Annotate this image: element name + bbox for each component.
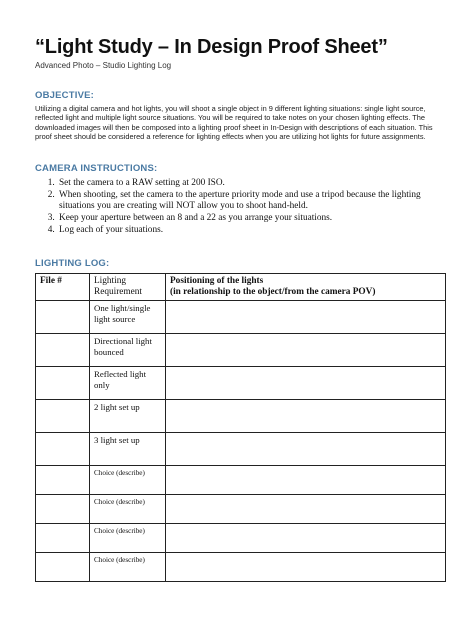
objective-text: Utilizing a digital camera and hot lights, you will shoot a single object in 9 different lighting situations: single light source, reflected light and multiple light source situations. You will be required to take notes on your chosen lighting effects. The downloaded images will then be composed into a lighting proof sheet in In-Design with descriptions of each situation. This proof sheet should be considered a reference for lighting effects when you are utilizing hot lights for future assignments.: [35, 104, 433, 141]
camera-instructions-list: [35, 178, 445, 236]
column-header-positioning: [166, 274, 446, 301]
camera-step: 2. When shooting, set the camera to the aperture priority mode and use a tripod because the lighting situations you are creating will NOT allow you to shoot hand-held.: [57, 190, 445, 213]
positioning-cell[interactable]: [166, 400, 446, 433]
file-cell[interactable]: [36, 334, 90, 367]
positioning-cell[interactable]: [166, 433, 446, 466]
table-row: [36, 400, 446, 433]
table-row: [36, 553, 446, 582]
requirement-cell: 3 light set up: [90, 433, 166, 466]
file-cell[interactable]: [36, 367, 90, 400]
requirement-cell: Choice (describe): [90, 466, 166, 495]
column-header-requirement: Lighting Requirement: [90, 274, 166, 301]
page-title: “Light Study – In Design Proof Sheet”: [35, 36, 388, 58]
requirement-cell: Choice (describe): [90, 553, 166, 582]
camera-instructions-heading: CAMERA INSTRUCTIONS:: [35, 163, 158, 175]
table-row: [36, 433, 446, 466]
requirement-cell: Choice (describe): [90, 524, 166, 553]
file-cell[interactable]: [36, 301, 90, 334]
camera-step: 3. Keep your aperture between an 8 and a 22 as you arrange your situations.: [57, 213, 445, 225]
file-cell[interactable]: [36, 400, 90, 433]
requirement-cell: 2 light set up: [90, 400, 166, 433]
table-row: [36, 495, 446, 524]
file-cell[interactable]: [36, 466, 90, 495]
positioning-cell[interactable]: [166, 367, 446, 400]
positioning-cell[interactable]: [166, 301, 446, 334]
positioning-header-line2: (in relationship to the object/from the camera POV): [170, 286, 376, 297]
requirement-cell: One light/single light source: [90, 301, 166, 334]
table-row: [36, 524, 446, 553]
table-row: [36, 466, 446, 495]
requirement-cell: Reflected light only: [90, 367, 166, 400]
lighting-log-heading: LIGHTING LOG:: [35, 258, 110, 270]
camera-step: 4. Log each of your situations.: [57, 225, 445, 237]
file-cell[interactable]: [36, 433, 90, 466]
positioning-cell[interactable]: [166, 553, 446, 582]
table-row: [36, 367, 446, 400]
positioning-cell[interactable]: [166, 466, 446, 495]
camera-step: 1. Set the camera to a RAW setting at 200 ISO.: [57, 178, 445, 190]
requirement-cell: Choice (describe): [90, 495, 166, 524]
positioning-cell[interactable]: [166, 524, 446, 553]
lighting-log-table: [35, 273, 446, 582]
positioning-header-line1: Positioning of the lights: [170, 276, 264, 287]
file-cell[interactable]: [36, 524, 90, 553]
table-header-row: [36, 274, 446, 301]
proof-sheet-page: [35, 36, 445, 582]
page-subtitle: Advanced Photo – Studio Lighting Log: [35, 61, 172, 70]
objective-heading: OBJECTIVE:: [35, 90, 95, 101]
requirement-cell: Directional light bounced: [90, 334, 166, 367]
positioning-cell[interactable]: [166, 495, 446, 524]
table-row: [36, 334, 446, 367]
file-cell[interactable]: [36, 495, 90, 524]
column-header-file: File #: [36, 274, 90, 301]
file-cell[interactable]: [36, 553, 90, 582]
table-row: [36, 301, 446, 334]
positioning-cell[interactable]: [166, 334, 446, 367]
